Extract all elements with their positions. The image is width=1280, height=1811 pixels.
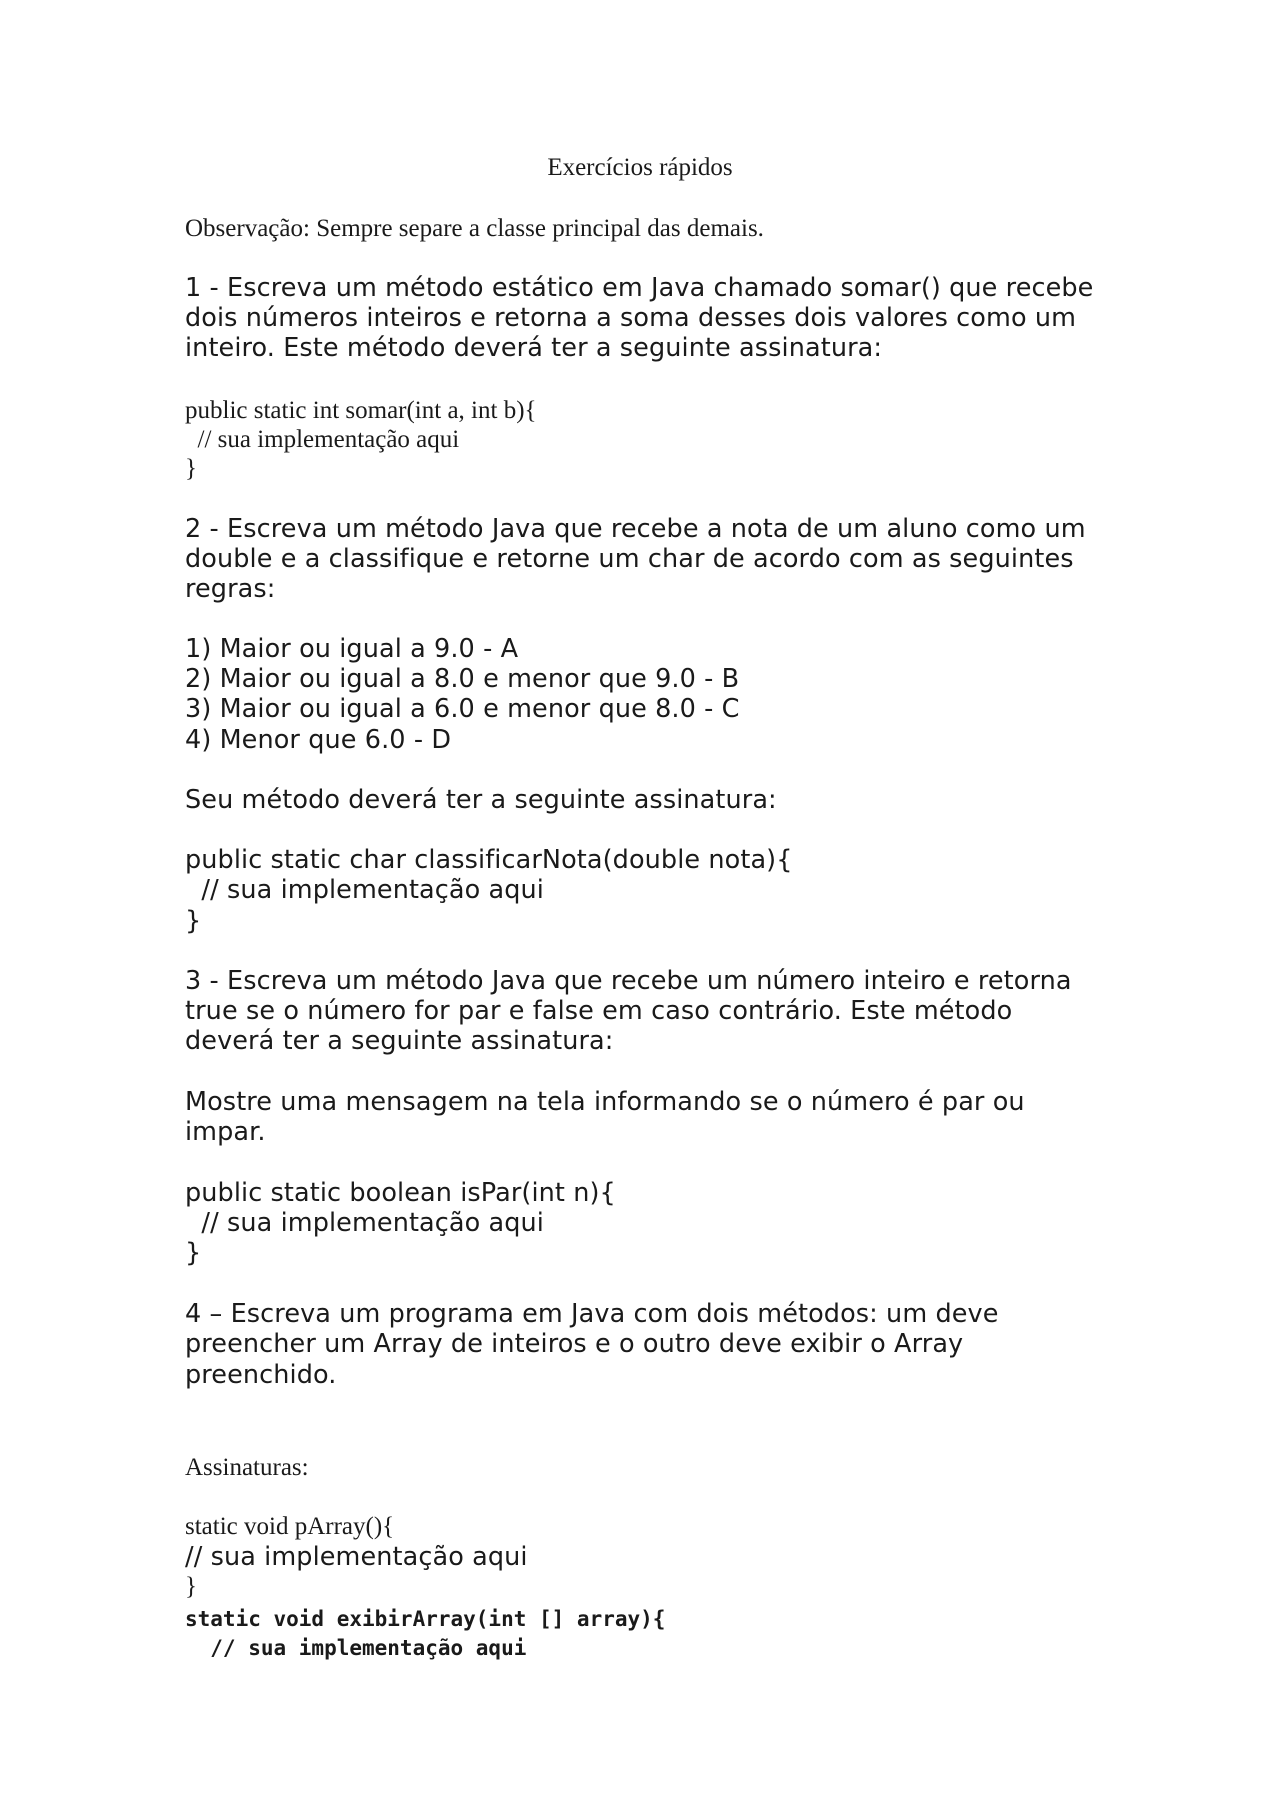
exercise-2-rule-1: 1) Maior ou igual a 9.0 - A <box>185 634 519 664</box>
exercise-3-code-line-3: } <box>185 1238 202 1268</box>
exercise-2-line-3: regras: <box>185 574 276 604</box>
exercise-3-line-3: deverá ter a seguinte assinatura: <box>185 1026 614 1056</box>
exercise-1-line-3: inteiro. Este método deverá ter a seguinte assinatura: <box>185 333 883 363</box>
exercise-3-line-2: true se o número for par e false em caso contrário. Este método <box>185 996 1013 1026</box>
exercise-1-code-line-3: } <box>185 455 197 482</box>
exercise-4-line-1: 4 – Escreva um programa em Java com dois métodos: um deve <box>185 1299 999 1329</box>
exercise-2-rule-4: 4) Menor que 6.0 - D <box>185 725 452 755</box>
signatures-label: Assinaturas: <box>185 1454 309 1481</box>
exercise-4-code-1-close: } <box>185 1573 197 1600</box>
exercise-2-line-2: double e a classifique e retorne um char de acordo com as seguintes <box>185 544 1074 574</box>
exercise-4-code-2-line-2: // sua implementação aqui <box>185 1636 527 1660</box>
exercise-3-message-line-2: impar. <box>185 1117 266 1147</box>
exercise-2-line-1: 2 - Escreva um método Java que recebe a nota de um aluno como um <box>185 514 1086 544</box>
exercise-2-code-line-2: // sua implementação aqui <box>185 875 544 905</box>
exercise-3-code-line-2: // sua implementação aqui <box>185 1208 544 1238</box>
exercise-2-rule-2: 2) Maior ou igual a 8.0 e menor que 9.0 - B <box>185 664 740 694</box>
observation-text: Observação: Sempre separe a classe principal das demais. <box>185 215 764 242</box>
exercise-2-code-line-3: } <box>185 906 202 936</box>
exercise-3-message-line-1: Mostre uma mensagem na tela informando se o número é par ou <box>185 1087 1025 1117</box>
exercise-3-line-1: 3 - Escreva um método Java que recebe um número inteiro e retorna <box>185 966 1072 996</box>
exercise-1-line-2: dois números inteiros e retorna a soma desses dois valores como um <box>185 303 1077 333</box>
exercise-4-line-3: preenchido. <box>185 1360 337 1390</box>
exercise-4-line-2: preencher um Array de inteiros e o outro deve exibir o Array <box>185 1329 964 1359</box>
exercise-1-code-line-2: // sua implementação aqui <box>185 426 460 453</box>
exercise-4-code-1-body: // sua implementação aqui <box>185 1542 528 1572</box>
exercise-1-code-line-1: public static int somar(int a, int b){ <box>185 397 537 424</box>
page-title: Exercícios rápidos <box>547 154 733 181</box>
exercise-4-code-2-line-1: static void exibirArray(int [] array){ <box>185 1607 666 1631</box>
exercise-2-signature-intro: Seu método deverá ter a seguinte assinatura: <box>185 785 777 815</box>
exercise-1-line-1: 1 - Escreva um método estático em Java chamado somar() que recebe <box>185 273 1094 303</box>
exercise-4-code-1-open: static void pArray(){ <box>185 1513 395 1540</box>
exercise-2-rule-3: 3) Maior ou igual a 6.0 e menor que 8.0 - C <box>185 694 740 724</box>
exercise-3-code-line-1: public static boolean isPar(int n){ <box>185 1178 616 1208</box>
exercise-2-code-line-1: public static char classificarNota(double nota){ <box>185 845 793 875</box>
